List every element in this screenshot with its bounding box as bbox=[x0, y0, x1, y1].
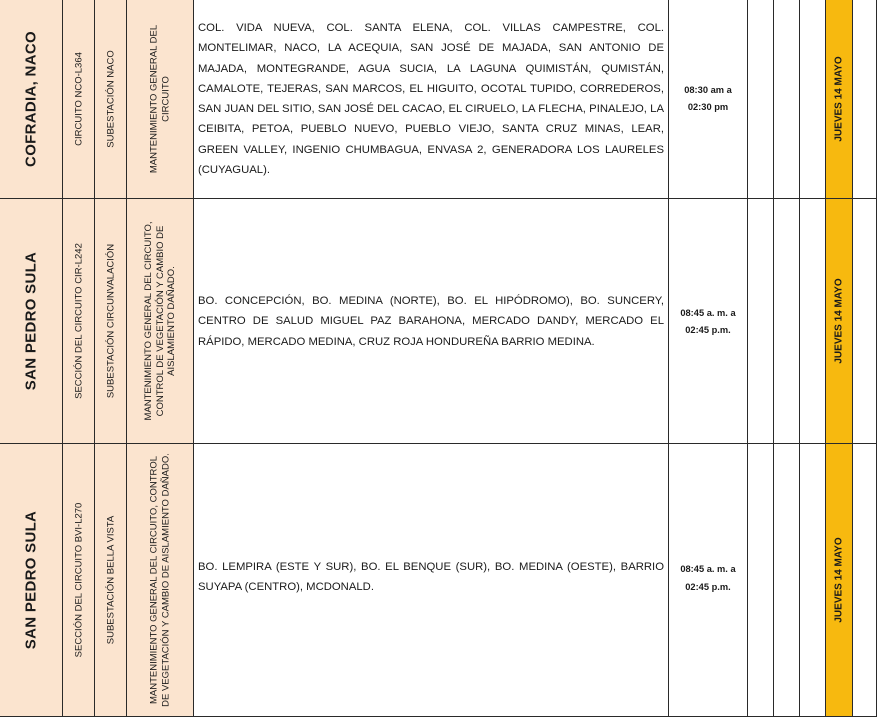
day-cell bbox=[826, 199, 853, 444]
substation-cell bbox=[95, 0, 127, 199]
time-start: 08:45 a. m. a bbox=[680, 308, 736, 318]
time-cell bbox=[669, 444, 748, 717]
circuit-label: SECCIÓN DEL CIRCUITO CIR-L242 bbox=[72, 243, 84, 399]
affected-areas-cell bbox=[194, 0, 669, 199]
time-end: 02:45 p.m. bbox=[685, 325, 731, 335]
substation-cell bbox=[95, 444, 127, 717]
affected-areas-text: BO. LEMPIRA (ESTE Y SUR), BO. EL BENQUE (SUR), BO. MEDINA (OESTE), BARRIO SUYAPA (CENTRO), MCDONALD. bbox=[198, 561, 664, 594]
blank-cell bbox=[774, 0, 800, 199]
blank-cell bbox=[853, 0, 877, 199]
city-label: COFRADIA, NACO bbox=[22, 31, 40, 167]
substation-label: SUBESTACIÓN CIRCUNVALACIÓN bbox=[104, 243, 116, 399]
work-cell bbox=[127, 0, 194, 199]
time-cell bbox=[669, 0, 748, 199]
affected-areas-cell bbox=[194, 199, 669, 444]
work-description: MANTENIMIENTO GENERAL DEL CIRCUITO, CONTROL DE VEGETACIÓN Y CAMBIO DE AISLAMIENTO DAÑADO. bbox=[142, 221, 177, 421]
substation-cell bbox=[95, 199, 127, 444]
blank-cell bbox=[853, 444, 877, 717]
circuit-cell bbox=[63, 444, 95, 717]
city-cell bbox=[0, 444, 63, 717]
blank-cell bbox=[774, 444, 800, 717]
day-label: JUEVES 14 MAYO bbox=[833, 278, 845, 364]
blank-cell bbox=[748, 199, 774, 444]
work-cell bbox=[127, 444, 194, 717]
blank-cell bbox=[748, 0, 774, 199]
time-cell bbox=[669, 199, 748, 444]
blank-cell bbox=[800, 199, 826, 444]
time-start: 08:30 am a bbox=[684, 85, 732, 95]
affected-areas-cell bbox=[194, 444, 669, 717]
time-end: 02:45 p.m. bbox=[685, 582, 731, 592]
circuit-label: CIRCUITO NCO-L364 bbox=[72, 52, 84, 146]
substation-label: SUBESTACIÓN NACO bbox=[104, 50, 116, 148]
blank-cell bbox=[748, 444, 774, 717]
affected-areas-text: COL. VIDA NUEVA, COL. SANTA ELENA, COL. VILLAS CAMPESTRE, COL. MONTELIMAR, NACO, LA ACEQUIA, SAN JOSÉ DE MAJADA, SAN ANTONIO DE MAJADA, MONTEGRANDE, AGUA SUCIA, LA LAGUNA QUIMISTÁN, QUMISTÁN, CAMALOTE, TEJERAS, SAN MARCOS, EL HIGUITO, OCOTAL TUPIDO, CORREDEROS, SAN JUAN DEL SITIO, SAN JOSÉ DEL CACAO, EL CIRUELO, LA FLECHA, PINALEJO, LA CEIBITA, PETOA, PUEBLO NUEVO, PUEBLO VIEJO, SANTA CRUZ MINAS, LEAR, GREEN VALLEY, INGENIO CHUMBAGUA, ENVASA 2, GENERADORA LOS LAURELES (CUYAGUAL). bbox=[198, 22, 664, 177]
day-label: JUEVES 14 MAYO bbox=[833, 537, 845, 623]
work-cell bbox=[127, 199, 194, 444]
blank-cell bbox=[774, 199, 800, 444]
city-label: SAN PEDRO SULA bbox=[22, 251, 40, 391]
circuit-cell bbox=[63, 0, 95, 199]
day-label: JUEVES 14 MAYO bbox=[833, 56, 845, 142]
city-cell bbox=[0, 0, 63, 199]
day-cell bbox=[826, 0, 853, 199]
affected-areas-text: BO. CONCEPCIÓN, BO. MEDINA (NORTE), BO. EL HIPÓDROMO), BO. SUNCERY, CENTRO DE SALUD MIGUEL PAZ BARAHONA, MERCADO DANDY, MERCADO EL RÁPIDO, MERCADO MEDINA, CRUZ ROJA HONDUREÑA BARRIO MEDINA. bbox=[198, 295, 664, 348]
city-cell bbox=[0, 199, 63, 444]
blank-cell bbox=[800, 0, 826, 199]
city-label: SAN PEDRO SULA bbox=[22, 510, 40, 650]
blank-cell bbox=[853, 199, 877, 444]
time-end: 02:30 pm bbox=[687, 102, 729, 112]
work-description: MANTENIMIENTO GENERAL DEL CIRCUITO bbox=[148, 24, 171, 174]
day-cell bbox=[826, 444, 853, 717]
blank-cell bbox=[800, 444, 826, 717]
time-start: 08:45 a. m. a bbox=[680, 564, 736, 574]
work-description: MANTENIMIENTO GENERAL DEL CIRCUITO, CONTROL DE VEGETACIÓN Y CAMBIO DE AISLAMIENTO DAÑADO. bbox=[148, 453, 171, 707]
substation-label: SUBESTACIÓN BELLA VISTA bbox=[104, 515, 116, 645]
circuit-label: SECCIÓN DEL CIRCUITO BVI-L270 bbox=[72, 502, 84, 658]
circuit-cell bbox=[63, 199, 95, 444]
